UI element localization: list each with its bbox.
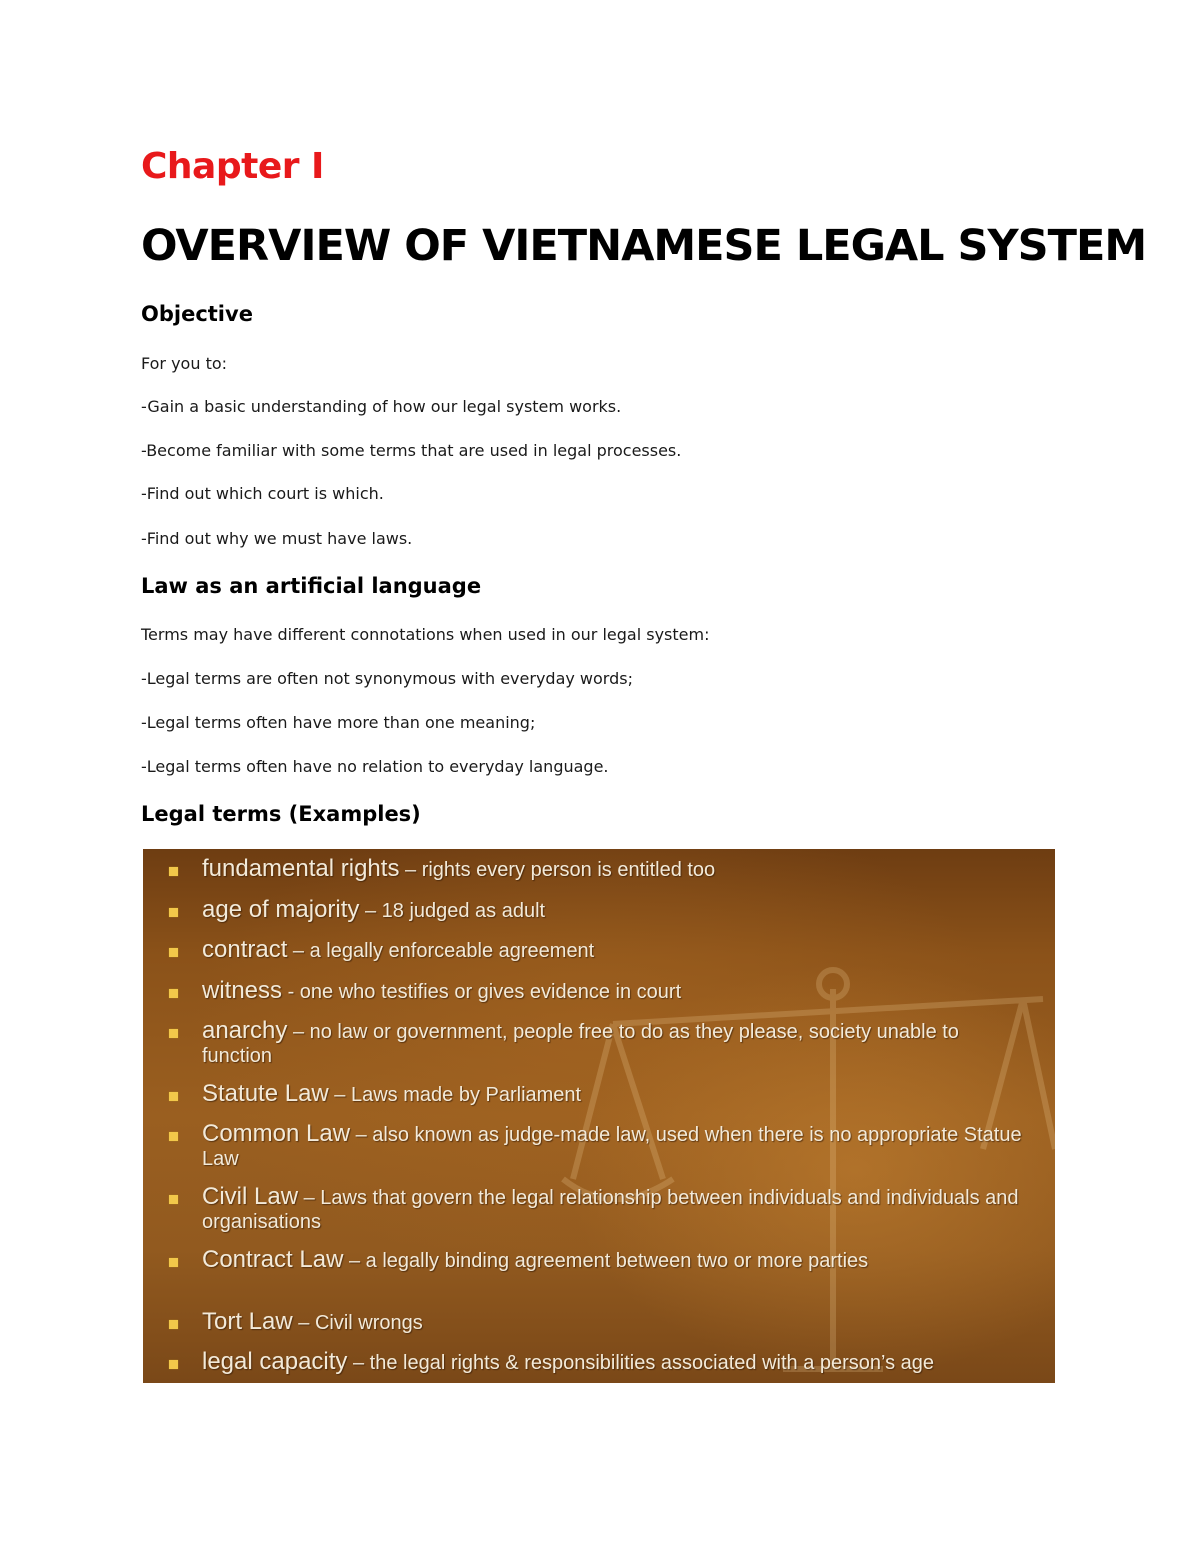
page-title: OVERVIEW OF VIETNAMESE LEGAL SYSTEM: [141, 221, 1147, 271]
legal-term-definition: – Laws made by Parliament: [328, 1084, 582, 1106]
legal-term: fundamental rights: [202, 855, 400, 882]
legal-term-definition: – Laws that govern the legal relationship between individuals and individuals and organisations: [202, 1187, 1019, 1233]
square-bullet-icon: [169, 1029, 178, 1038]
legal-term-definition: - one who testifies or gives evidence in court: [282, 981, 682, 1003]
legal-term-text: [202, 979, 1032, 1005]
legal-term-definition: – no law or government, people free to do as they please, society unable to function: [202, 1021, 959, 1067]
artificial-language-heading: Law as an artificial language: [141, 574, 482, 598]
legal-term-definition: – the legal rights & responsibilities associated with a person’s age: [347, 1352, 935, 1374]
objective-item: -Become familiar with some terms that are used in legal processes.: [141, 441, 682, 460]
legal-term-text: [202, 1310, 1032, 1336]
legal-term: Contract Law: [202, 1246, 344, 1273]
artificial-language-item: -Legal terms are often not synonymous with everyday words;: [141, 669, 633, 688]
objective-item: -Find out why we must have laws.: [141, 529, 413, 548]
objective-item: -Gain a basic understanding of how our legal system works.: [141, 397, 622, 416]
square-bullet-icon: [169, 989, 178, 998]
chapter-label: Chapter I: [141, 146, 324, 187]
legal-term-definition: – a legally binding agreement between two or more parties: [343, 1250, 869, 1272]
legal-term-definition: – a legally enforceable agreement: [287, 940, 595, 962]
legal-term: legal capacity: [202, 1348, 348, 1375]
square-bullet-icon: [169, 948, 178, 957]
legal-term: witness: [202, 977, 283, 1004]
legal-term-definition: – 18 judged as adult: [359, 900, 546, 922]
artificial-language-item: -Legal terms often have no relation to everyday language.: [141, 757, 609, 776]
artificial-language-intro: Terms may have different connotations when used in our legal system:: [141, 625, 710, 644]
legal-term: anarchy: [202, 1017, 288, 1044]
objective-intro: For you to:: [141, 354, 228, 373]
legal-term-text: [202, 1185, 1032, 1235]
legal-term-definition: – also known as judge-made law, used when there is no appropriate Statue Law: [202, 1124, 1022, 1170]
artificial-language-item: -Legal terms often have more than one meaning;: [141, 713, 536, 732]
legal-terms-slide-image: [143, 849, 1055, 1383]
examples-heading: Legal terms (Examples): [141, 802, 421, 826]
square-bullet-icon: [169, 1132, 178, 1141]
legal-term-text: [202, 898, 1032, 924]
legal-term-definition: – Civil wrongs: [292, 1312, 423, 1334]
square-bullet-icon: [169, 1320, 178, 1329]
square-bullet-icon: [169, 908, 178, 917]
objective-item: -Find out which court is which.: [141, 484, 384, 503]
square-bullet-icon: [169, 1360, 178, 1369]
square-bullet-icon: [169, 1092, 178, 1101]
legal-term: age of majority: [202, 896, 360, 923]
objective-heading: Objective: [141, 302, 253, 326]
legal-term: Tort Law: [202, 1308, 293, 1335]
legal-term-definition: – rights every person is entitled too: [399, 859, 716, 881]
legal-term-text: [202, 1248, 1032, 1274]
legal-term-text: [202, 1350, 1032, 1376]
legal-term-text: [202, 857, 1032, 883]
legal-term: Statute Law: [202, 1080, 329, 1107]
legal-term-text: [202, 1019, 1032, 1069]
legal-term-text: [202, 1122, 1032, 1172]
legal-terms-list: [143, 849, 1055, 1383]
square-bullet-icon: [169, 1195, 178, 1204]
legal-term: contract: [202, 936, 288, 963]
square-bullet-icon: [169, 867, 178, 876]
legal-term: Common Law: [202, 1120, 351, 1147]
square-bullet-icon: [169, 1258, 178, 1267]
legal-term-text: [202, 1082, 1032, 1108]
legal-term-text: [202, 938, 1032, 964]
legal-term: Civil Law: [202, 1183, 299, 1210]
